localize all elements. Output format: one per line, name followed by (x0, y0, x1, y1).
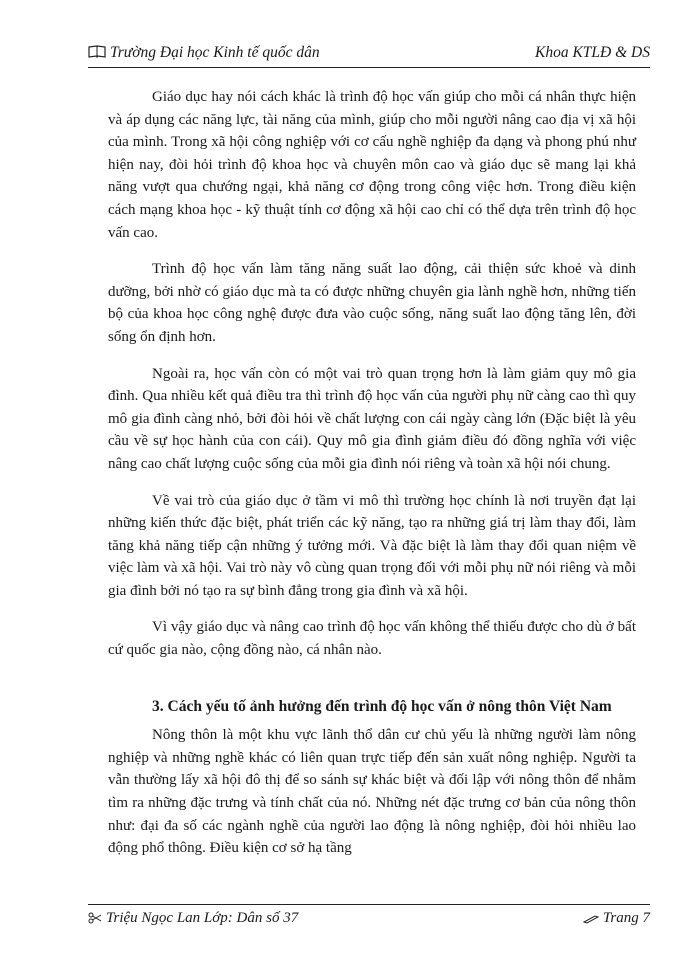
footer-author: Triệu Ngọc Lan Lớp: Dân số 37 (106, 910, 299, 926)
pen-icon (583, 914, 599, 924)
paragraph-4: Về vai trò của giáo dục ở tầm vi mô thì trường học chính là nơi truyền đạt lại những kiến thức đặc biệt, phát triển các kỹ năng, tạo ra những giá trị làm thay đổi, làm tăng khả năng tiếp cận những ý tưởng mới. Và đặc biệt là làm thay đổi quan niệm về việc làm và xã hội. Vai trò này vô cùng quan trọng đối với mỗi phụ nữ nói riêng và mỗi gia đình bởi nó tạo ra sự bình đẳng trong gia đình và xã hội. (108, 492, 636, 599)
header-faculty: Khoa KTLĐ & DS (535, 44, 650, 61)
paragraph-2: Trình độ học vấn làm tăng năng suất lao động, cải thiện sức khoẻ và dinh dưỡng, bởi nhờ có giáo dục mà ta có được những chuyên gia lành nghề hơn, những tiến bộ của khoa học công nghệ được đưa vào cuộc sống, năng suất lao động tăng lên, đời sống ổn định hơn. (108, 261, 636, 345)
header-school: Trường Đại học Kinh tế quốc dân (110, 44, 320, 61)
scissors-icon (88, 912, 102, 924)
paragraph-5: Vì vậy giáo dục và nâng cao trình độ học vấn không thể thiếu được cho dù ở bất cứ quốc gia nào, cộng đồng nào, cá nhân nào. (108, 619, 636, 659)
section-heading: 3. Cách yếu tố ảnh hưởng đến trình độ học vấn ở nông thôn Việt Nam (152, 697, 612, 715)
page-footer (88, 910, 650, 932)
footer-rule (88, 904, 650, 905)
paragraph-1: Giáo dục hay nói cách khác là trình độ học vấn giúp cho mỗi cá nhân thực hiện và áp dụng các năng lực, tài năng của mình, giúp cho mỗi người nâng cao địa vị xã hội của mình. Trong xã hội công nghiệp với cơ cấu nghề nghiệp đa dạng và phong phú như hiện nay, đòi hỏi trình độ khoa học và chuyên môn cao và giáo dục sẽ mang lại khả năng vượt qua chướng ngại, khả năng cơ động trong công việc hơn. Trong điều kiện cách mạng khoa học - kỹ thuật tính cơ động xã hội cao chỉ có thể dựa trên trình độ học vấn cao. (108, 89, 636, 241)
header-rule (88, 67, 650, 68)
section-paragraph: Nông thôn là một khu vực lãnh thổ dân cư chủ yếu là những người làm nông nghiệp và những nghề khác có liên quan trực tiếp đến sản xuất nông nghiệp. Người ta vẫn thường lấy xã hội đô thị để so sánh sự khác biệt và đối lập với nông thôn để nhằm tìm ra những đặc trưng và tính chất của nó. Những nét đặc trưng cơ bản của nông thôn như: đại đa số các ngành nghề của người lao động là nông nghiệp, đòi hỏi nhiều lao động phổ thông. Điều kiện cơ sở hạ tầng (108, 727, 636, 857)
page-header (88, 42, 650, 66)
book-icon (88, 45, 106, 58)
document-body (108, 86, 636, 874)
page-number: Trang 7 (602, 910, 650, 926)
paragraph-3: Ngoài ra, học vấn còn có một vai trò quan trọng hơn là làm giảm quy mô gia đình. Qua nhiều kết quả điều tra thì trình độ học vấn của người phụ nữ càng cao thì quy mô gia đình càng nhỏ, bởi đòi hỏi về chất lượng con cái ngày càng lớn (Đặc biệt là yêu cầu về sự học hành của con cái). Quy mô gia đình giảm điều đó đồng nghĩa với việc nâng cao chất lượng cuộc sống của mỗi gia đình nói riêng và toàn xã hội nói chung. (108, 365, 636, 472)
